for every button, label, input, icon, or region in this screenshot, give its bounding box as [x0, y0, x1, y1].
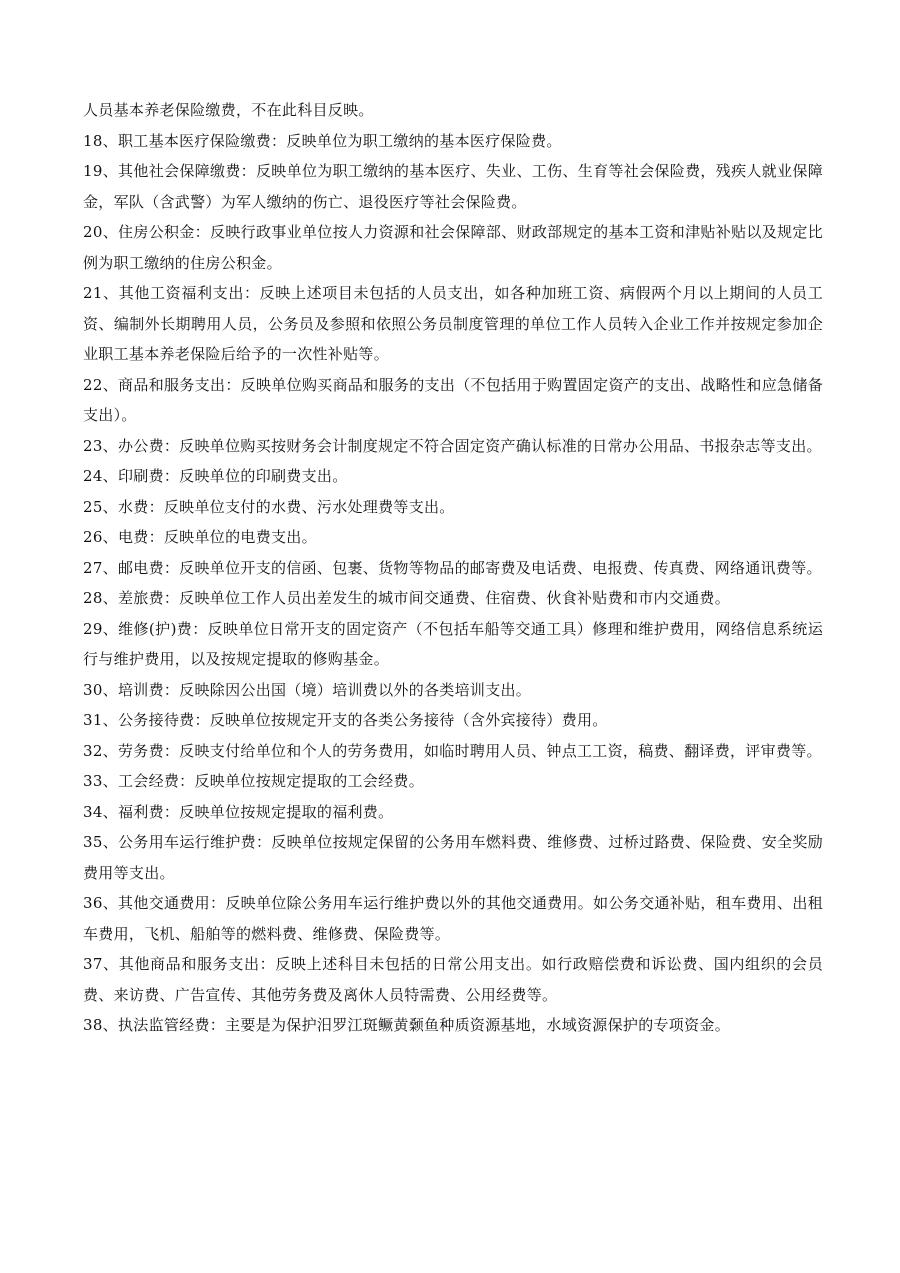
paragraph-item-18: 18、职工基本医疗保险缴费：反映单位为职工缴纳的基本医疗保险费。	[83, 131, 562, 150]
paragraph-item-37: 37、其他商品和服务支出：反映上述科目未包括的日常公用支出。如行政赔偿费和诉讼费、国内组织的会员费、来访费、广告宣传、其他劳务费及离休人员特需费、公用经费等。	[83, 955, 823, 1004]
paragraph-item-21: 21、其他工资福利支出：反映上述项目未包括的人员支出，如各种加班工资、病假两个月以上期间的人员工资、编制外长期聘用人员，公务员及参照和依照公务员制度管理的单位工作人员转入企业工作并按规定参加企业职工基本养老保险后给予的一次性补贴等。	[83, 284, 823, 363]
paragraph-item-27: 27、邮电费：反映单位开支的信函、包裹、货物等物品的邮寄费及电话费、电报费、传真费、网络通讯费等。	[83, 558, 822, 577]
paragraph-item-31: 31、公务接待费：反映单位按规定开支的各类公务接待（含外宾接待）费用。	[83, 711, 608, 729]
paragraph-item-38: 38、执法监管经费：主要是为保护汨罗江斑鳜黄颡鱼种质资源基地，水域资源保护的专项资金。	[83, 1016, 730, 1034]
paragraph-item-22: 22、商品和服务支出：反映单位购买商品和服务的支出（不包括用于购置固定资产的支出、战略性和应急储备支出）。	[83, 375, 823, 424]
paragraph-item-32: 32、劳务费：反映支付给单位和个人的劳务费用，如临时聘用人员、钟点工工资，稿费、翻译费，评审费等。	[83, 741, 822, 760]
paragraph-item-24: 24、印刷费：反映单位的印刷费支出。	[83, 467, 348, 485]
paragraph-item-34: 34、福利费：反映单位按规定提取的福利费。	[83, 802, 394, 821]
paragraph-item-26: 26、电费：反映单位的电费支出。	[83, 528, 317, 546]
paragraph-item-29: 29、维修(护)费：反映单位日常开支的固定资产（不包括车船等交通工具）修理和维护费用，网络信息系统运行与维护费用，以及按规定提取的修购基金。	[83, 619, 823, 668]
paragraph-item-30: 30、培训费：反映除因公出国（境）培训费以外的各类培训支出。	[83, 680, 532, 699]
document-body	[83, 95, 823, 1041]
paragraph-item-25: 25、水费：反映单位支付的水费、污水处理费等支出。	[83, 497, 455, 516]
paragraph-item-23: 23、办公费：反映单位购买按财务会计制度规定不符合固定资产确认标准的日常办公用品、书报杂志等支出。	[83, 436, 822, 455]
paragraph-item-19: 19、其他社会保障缴费：反映单位为职工缴纳的基本医疗、失业、工伤、生育等社会保险费，残疾人就业保障金，军队（含武警）为军人缴纳的伤亡、退役医疗等社会保险费。	[83, 162, 823, 211]
paragraph-item-35: 35、公务用车运行维护费：反映单位按规定保留的公务用车燃料费、维修费、过桥过路费、保险费、安全奖励费用等支出。	[83, 833, 823, 882]
paragraph-pension-continuation: 人员基本养老保险缴费，不在此科目反映。	[83, 101, 374, 119]
paragraph-item-33: 33、工会经费：反映单位按规定提取的工会经费。	[83, 772, 424, 790]
paragraph-item-36: 36、其他交通费用：反映单位除公务用车运行维护费以外的其他交通费用。如公务交通补贴，租车费用、出租车费用，飞机、船舶等的燃料费、维修费、保险费等。	[83, 894, 823, 943]
paragraph-item-20: 20、住房公积金：反映行政事业单位按人力资源和社会保障部、财政部规定的基本工资和津贴补贴以及规定比例为职工缴纳的住房公积金。	[83, 223, 823, 272]
paragraph-item-28: 28、差旅费：反映单位工作人员出差发生的城市间交通费、住宿费、伙食补贴费和市内交通费。	[83, 589, 730, 607]
